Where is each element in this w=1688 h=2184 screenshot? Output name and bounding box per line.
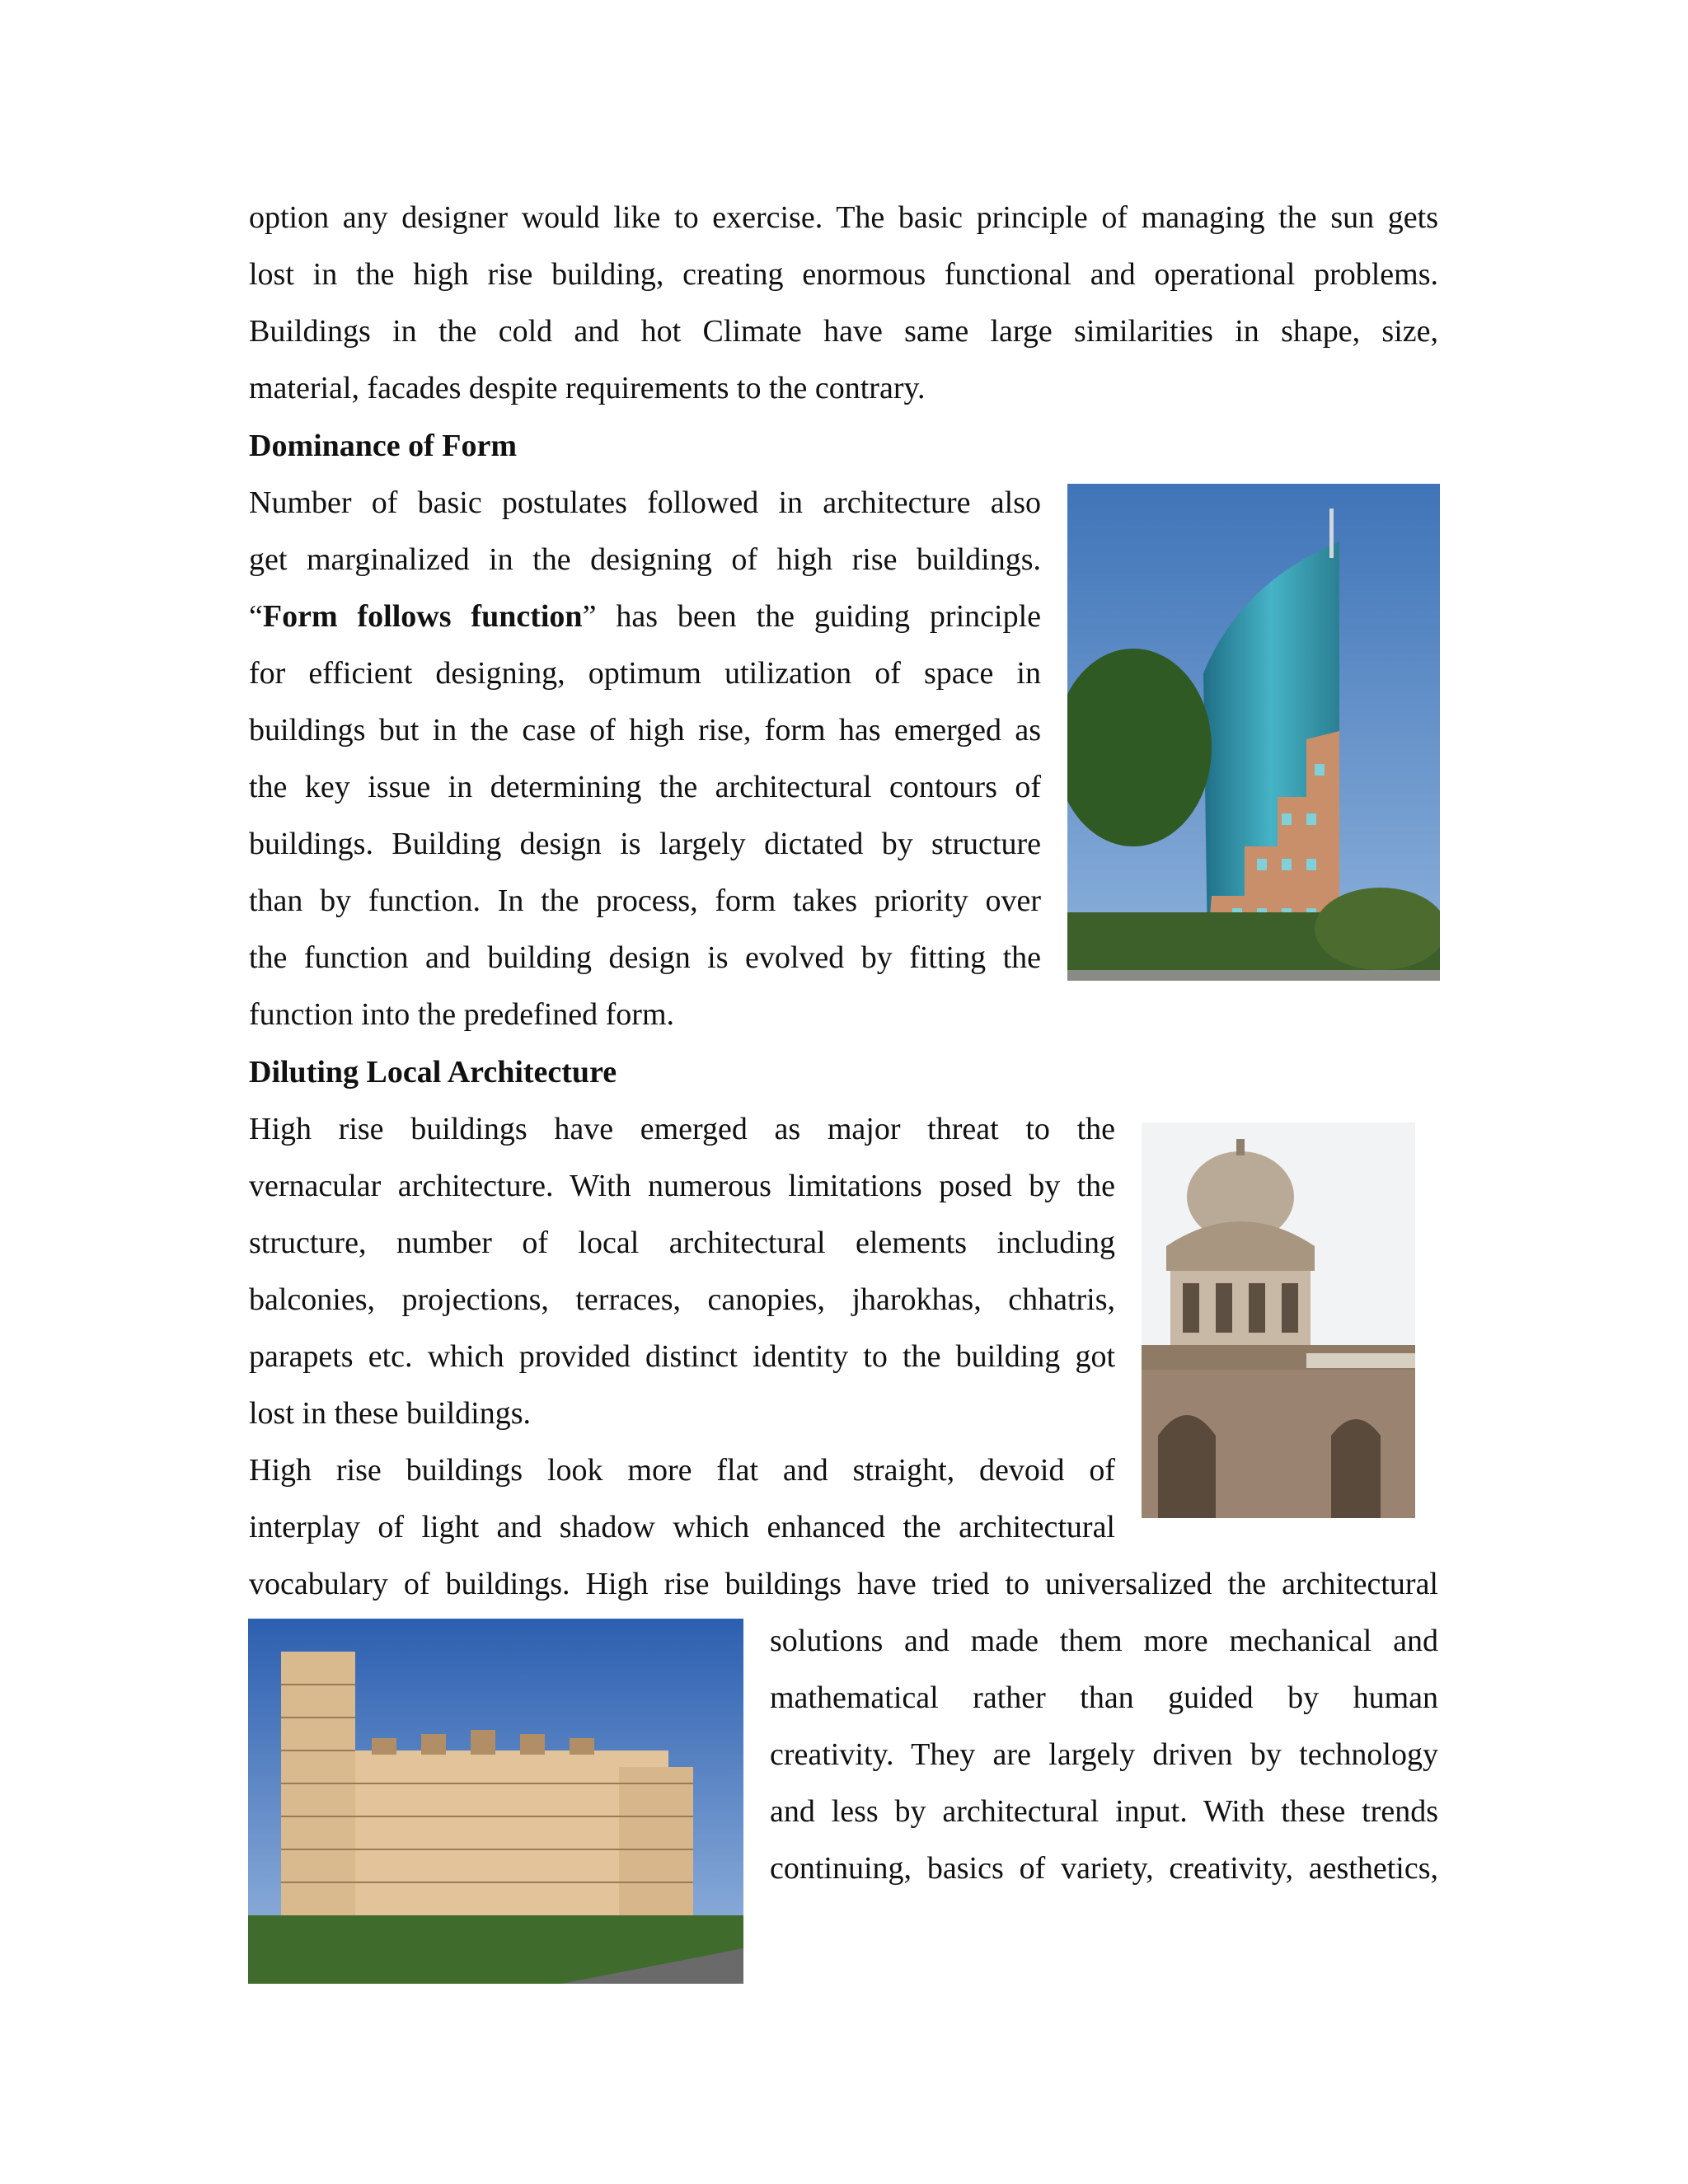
open-quote: “ [249,599,263,634]
text-line: material, facades despite requirements to the contrary. [249,371,926,405]
text-line: Number of basic postulates followed in architecture also [249,485,1041,520]
text-line: solutions and made them more mechanical and [770,1624,1438,1658]
text-line: lost in the high rise building, creating enormous functional and operational problems. [249,257,1438,292]
text-line: the function and building design is evolved by fitting the [249,940,1041,975]
glass-tower-photo [1067,484,1440,981]
text-line: structure, number of local architectural elements including [249,1226,1115,1260]
text-line: buildings but in the case of high rise, form has emerged as [249,713,1041,748]
text-line: mathematical rather than guided by human [770,1680,1438,1715]
text-line: interplay of light and shadow which enhanced the architectural [249,1510,1115,1544]
bold-phrase: Form follows function [262,599,583,634]
text-line: function into the predefined form. [249,997,675,1032]
text-line: High rise buildings have emerged as major threat to the [249,1112,1115,1146]
text-line: High rise buildings look more flat and straight, devoid of [249,1453,1115,1488]
text-line: balconies, projections, terraces, canopies, jharokhas, chhatris, [249,1282,1115,1317]
text-line: parapets etc. which provided distinct identity to the building got [249,1339,1115,1374]
text-line: the key issue in determining the architectural contours of [249,770,1041,804]
apartment-complex-photo [248,1619,743,1984]
text-line: and less by architectural input. With these trends [770,1794,1438,1829]
text-line: vocabulary of buildings. High rise buildings have tried to universalized the architectural [249,1567,1438,1601]
text-line: continuing, basics of variety, creativity, aesthetics, [770,1851,1438,1886]
section-heading-diluting-local-architecture: Diluting Local Architecture [249,1055,617,1090]
text-line: lost in these buildings. [249,1396,531,1431]
chhatri-pavilion-photo [1142,1122,1415,1518]
text-line: get marginalized in the designing of high rise buildings. [249,542,1041,577]
text-line: option any designer would like to exercise. The basic principle of managing the sun gets [249,200,1438,235]
text-line: buildings. Building design is largely dictated by structure [249,827,1041,861]
text-line: creativity. They are largely driven by technology [770,1737,1438,1772]
text-line-form-follows-function [249,588,1041,645]
text-line: Buildings in the cold and hot Climate have same large similarities in shape, size, [249,314,1438,349]
text-fragment: ” has been the guiding principle [582,599,1041,634]
text-line: vernacular architecture. With numerous limitations posed by the [249,1169,1115,1203]
text-line: than by function. In the process, form takes priority over [249,883,1041,918]
section-heading-dominance-of-form: Dominance of Form [249,429,518,463]
text-line: for efficient designing, optimum utilization of space in [249,656,1041,691]
